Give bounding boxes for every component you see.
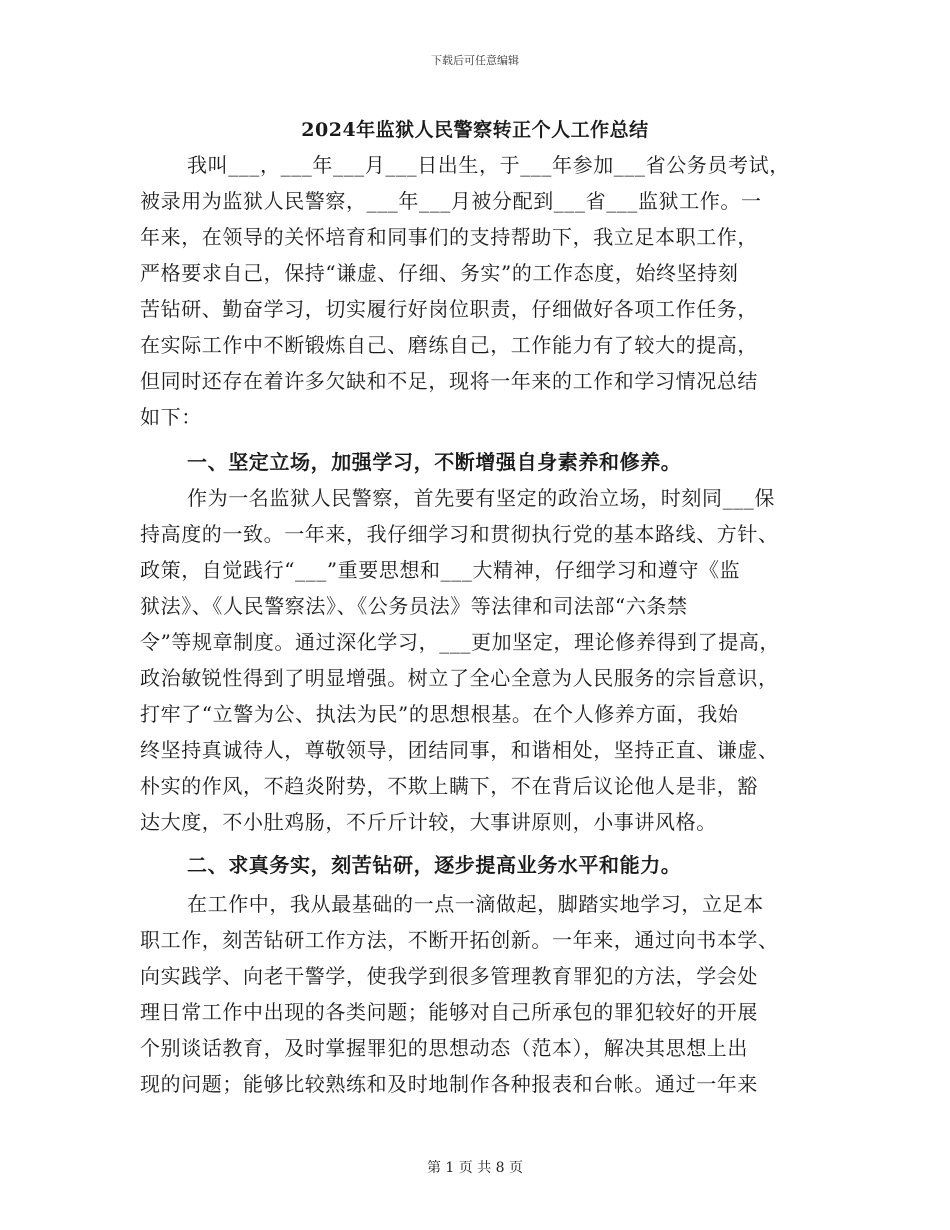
section-heading: 二、求真务实，刻苦钻研，逐步提高业务水平和能力。	[187, 853, 682, 877]
page-footer: 第 1 页 共 8 页	[426, 1160, 524, 1176]
paragraph-line: 现的问题；能够比较熟练和及时地制作各种报表和台帐。通过一年来	[140, 1072, 758, 1096]
paragraph-line: 年来，在领导的关怀培育和同事们的支持帮助下，我立足本职工作，	[140, 225, 758, 249]
paragraph-line: 个别谈话教育，及时掌握罪犯的思想动态（范本），解决其思想上出	[140, 1036, 748, 1060]
paragraph-line: 如下：	[140, 405, 202, 429]
paragraph-line: 向实践学、向老干警学，使我学到很多管理教育罪犯的方法，学会处	[140, 964, 758, 988]
paragraph-line: 令”等规章制度。通过深化学习，___更加坚定，理论修养得到了提高，	[140, 630, 781, 654]
paragraph-line: 在实际工作中不断锻炼自己、磨练自己，工作能力有了较大的提高，	[140, 333, 758, 357]
paragraph-line: 我叫___，___年___月___日出生，于___年参加___省公务员考试，	[187, 153, 790, 177]
paragraph-line: 严格要求自己，保持“谦虚、仔细、务实”的工作态度，始终坚持刻	[140, 261, 739, 285]
paragraph-line: 达大度，不小肚鸡肠，不斤斤计较，大事讲原则，小事讲风格。	[140, 810, 717, 834]
paragraph-line: 理日常工作中出现的各类问题；能够对自己所承包的罪犯较好的开展	[140, 1000, 758, 1024]
header-note: 下载后可任意编辑	[431, 54, 519, 67]
paragraph-line: 但同时还存在着许多欠缺和不足，现将一年来的工作和学习情况总结	[140, 369, 758, 393]
paragraph-line: 苦钻研、勤奋学习，切实履行好岗位职责，仔细做好各项工作任务，	[140, 297, 758, 321]
paragraph-line: 政策，自觉践行“___”重要思想和___大精神，仔细学习和遵守《监	[140, 558, 741, 582]
paragraph-line: 政治敏锐性得到了明显增强。树立了全心全意为人民服务的宗旨意识，	[140, 666, 779, 690]
paragraph-line: 朴实的作风，不趋炎附势，不欺上瞒下，不在背后议论他人是非，豁	[140, 774, 758, 798]
paragraph-line: 终坚持真诚待人，尊敬领导，团结同事，和谐相处，坚持正直、谦虚、	[140, 738, 779, 762]
paragraph-line: 在工作中，我从最基础的一点一滴做起，脚踏实地学习，立足本	[187, 892, 764, 916]
section-heading: 一、坚定立场，加强学习，不断增强自身素养和修养。	[187, 450, 682, 474]
document-title: 2024年监狱人民警察转正个人工作总结	[301, 119, 649, 141]
paragraph-line: 作为一名监狱人民警察，首先要有坚定的政治立场，时刻同___保	[187, 486, 775, 510]
paragraph-line: 狱法》、《人民警察法》、《公务员法》等法律和司法部“六条禁	[140, 594, 688, 618]
paragraph-line: 被录用为监狱人民警察，___年___月被分配到___省___监狱工作。一	[140, 189, 762, 213]
paragraph-line: 打牢了“立警为公、执法为民”的思想根基。在个人修养方面，我始	[140, 702, 739, 726]
paragraph-line: 持高度的一致。一年来，我仔细学习和贯彻执行党的基本路线、方针、	[140, 522, 779, 546]
paragraph-line: 职工作，刻苦钻研工作方法，不断开拓创新。一年来，通过向书本学、	[140, 928, 779, 952]
